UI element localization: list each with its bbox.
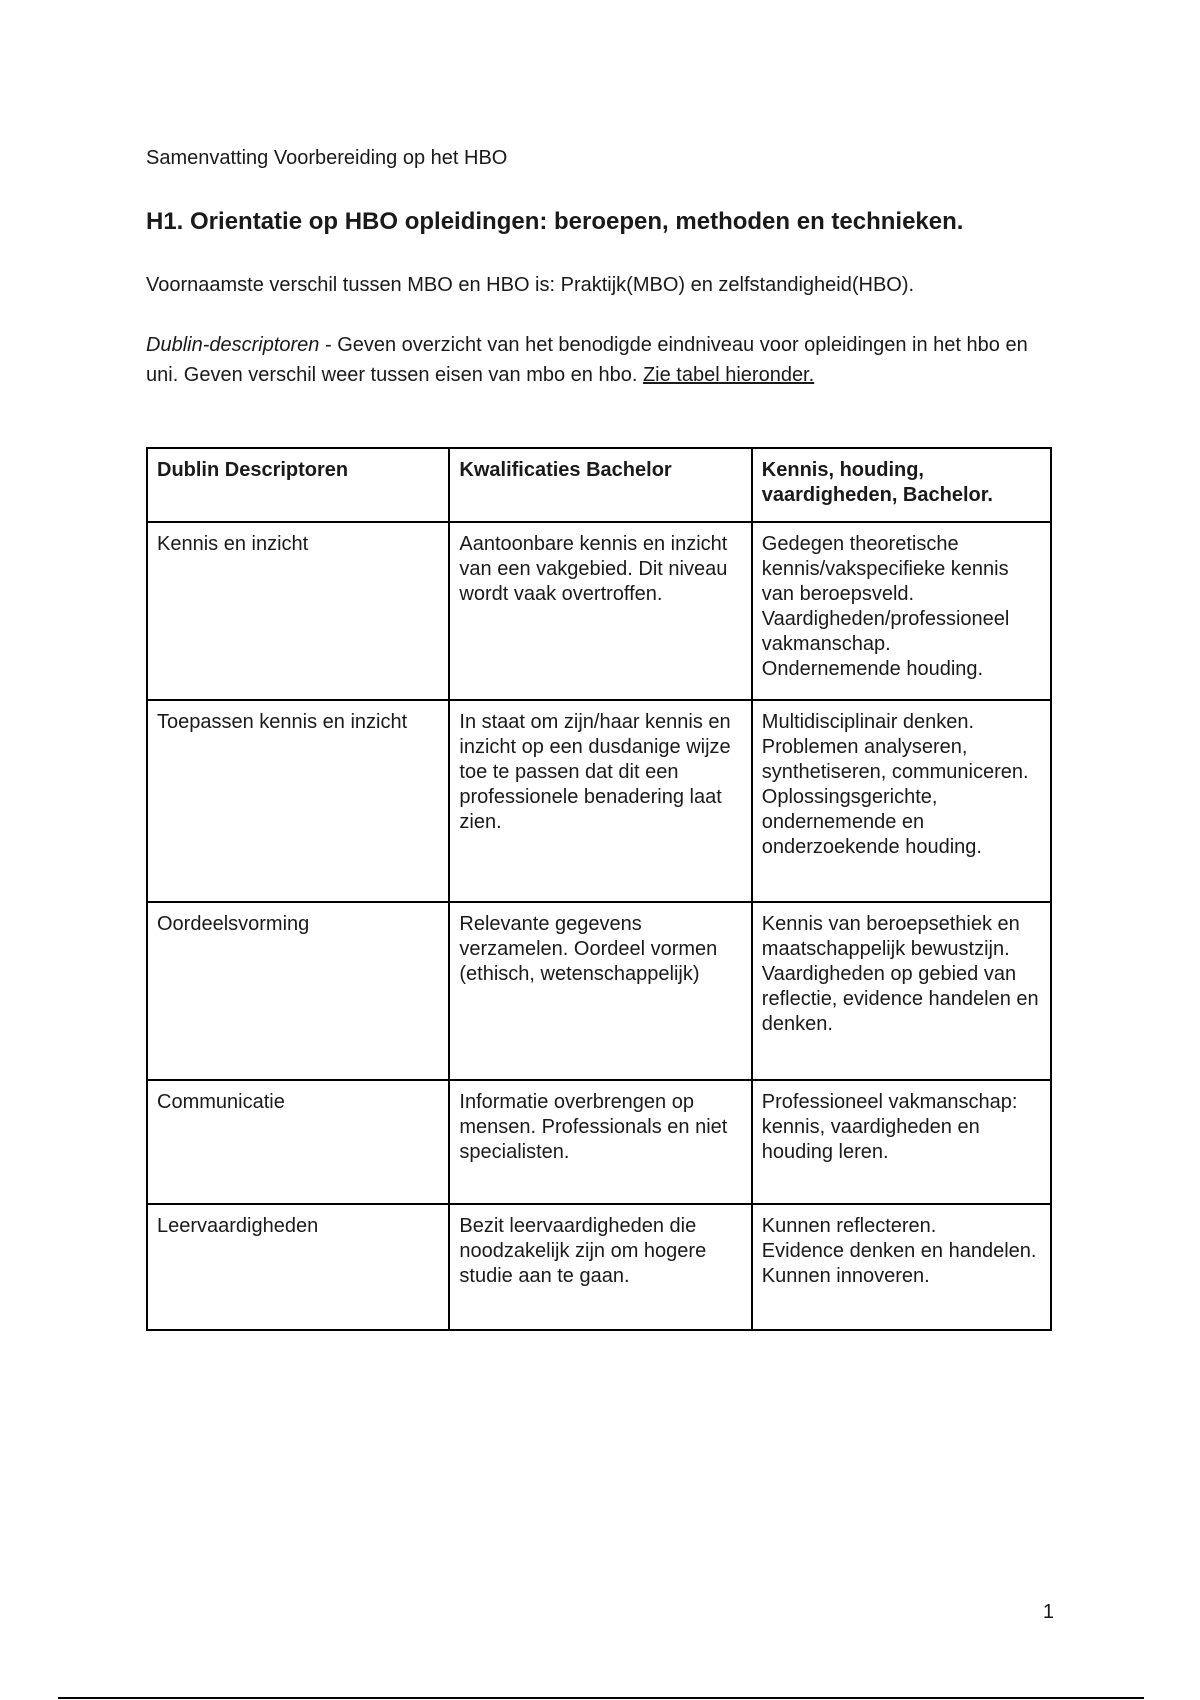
table-row <box>147 902 1051 1080</box>
khv-line: Vaardigheden op gebied van reflectie, evidence handelen en denken. <box>761 963 1039 1035</box>
kwalificatie-cell: Bezit leervaardigheden die noodzakelijk zijn om hogere studie aan te gaan. <box>449 1204 751 1330</box>
table-row <box>147 1080 1051 1204</box>
descriptor-cell: Toepassen kennis en inzicht <box>147 700 449 902</box>
khv-cell <box>752 700 1051 902</box>
descriptor-cell: Leervaardigheden <box>147 1204 449 1330</box>
khv-line: Problemen analyseren, synthetiseren, communiceren. <box>761 736 1029 783</box>
table-row <box>147 700 1051 902</box>
khv-line: Kunnen reflecteren. <box>761 1215 937 1237</box>
header-dublin-descriptoren: Dublin Descriptoren <box>147 448 449 522</box>
descriptor-cell: Kennis en inzicht <box>147 522 449 700</box>
khv-line: Kennis van beroepsethiek en maatschappelijk bewustzijn. <box>761 913 1020 960</box>
header-kennis-houding-vaardigheden: Kennis, houding, vaardigheden, Bachelor. <box>752 448 1051 522</box>
kwalificatie-cell: Relevante gegevens verzamelen. Oordeel vormen (ethisch, wetenschappelijk) <box>449 902 751 1080</box>
header-kwalificaties-bachelor: Kwalificaties Bachelor <box>449 448 751 522</box>
kwalificatie-cell: Informatie overbrengen op mensen. Professionals en niet specialisten. <box>449 1080 751 1204</box>
kwalificatie-cell: In staat om zijn/haar kennis en inzicht op een dusdanige wijze toe te passen dat dit een professionele benadering laat zien. <box>449 700 751 902</box>
khv-line: Multidisciplinair denken. <box>761 711 975 733</box>
footer-divider <box>58 1697 1144 1699</box>
khv-line: Professioneel vakmanschap: kennis, vaardigheden en houding leren. <box>761 1091 1018 1163</box>
chapter-heading: H1. Orientatie op HBO opleidingen: beroepen, methoden en technieken. <box>146 208 964 235</box>
dublin-description: - Geven overzicht van het benodigde eindniveau voor opleidingen in het hbo en uni. Geven verschil weer tussen eisen van mbo en hbo. <box>146 334 1028 386</box>
table-reference: Zie tabel hieronder. <box>642 364 815 386</box>
document-subtitle: Samenvatting Voorbereiding op het HBO <box>146 147 508 169</box>
dublin-term: Dublin-descriptoren <box>146 334 320 356</box>
dublin-descriptors-table <box>146 447 1052 1331</box>
khv-cell <box>752 902 1051 1080</box>
khv-cell <box>752 1080 1051 1204</box>
khv-line: Ondernemende houding. <box>761 658 984 680</box>
khv-line: Gedegen theoretische kennis/vakspecifieke kennis van beroepsveld. <box>761 533 1009 605</box>
table-row <box>147 522 1051 700</box>
khv-line: Vaardigheden/professioneel vakmanschap. <box>761 608 1010 655</box>
khv-cell <box>752 522 1051 700</box>
intro-paragraph: Voornaamste verschil tussen MBO en HBO is: Praktijk(MBO) en zelfstandigheid(HBO). <box>146 274 915 296</box>
khv-line: Evidence denken en handelen. <box>761 1240 1037 1262</box>
descriptor-cell: Oordeelsvorming <box>147 902 449 1080</box>
khv-line: Oplossingsgerichte, ondernemende en onderzoekende houding. <box>761 786 982 858</box>
table-header-row <box>147 448 1051 522</box>
table-row <box>147 1204 1051 1330</box>
khv-cell <box>752 1204 1051 1330</box>
khv-line: Kunnen innoveren. <box>761 1265 930 1287</box>
descriptor-cell: Communicatie <box>147 1080 449 1204</box>
dublin-paragraph <box>146 330 1052 390</box>
kwalificatie-cell: Aantoonbare kennis en inzicht van een vakgebied. Dit niveau wordt vaak overtroffen. <box>449 522 751 700</box>
page-number: 1 <box>1042 1601 1054 1623</box>
